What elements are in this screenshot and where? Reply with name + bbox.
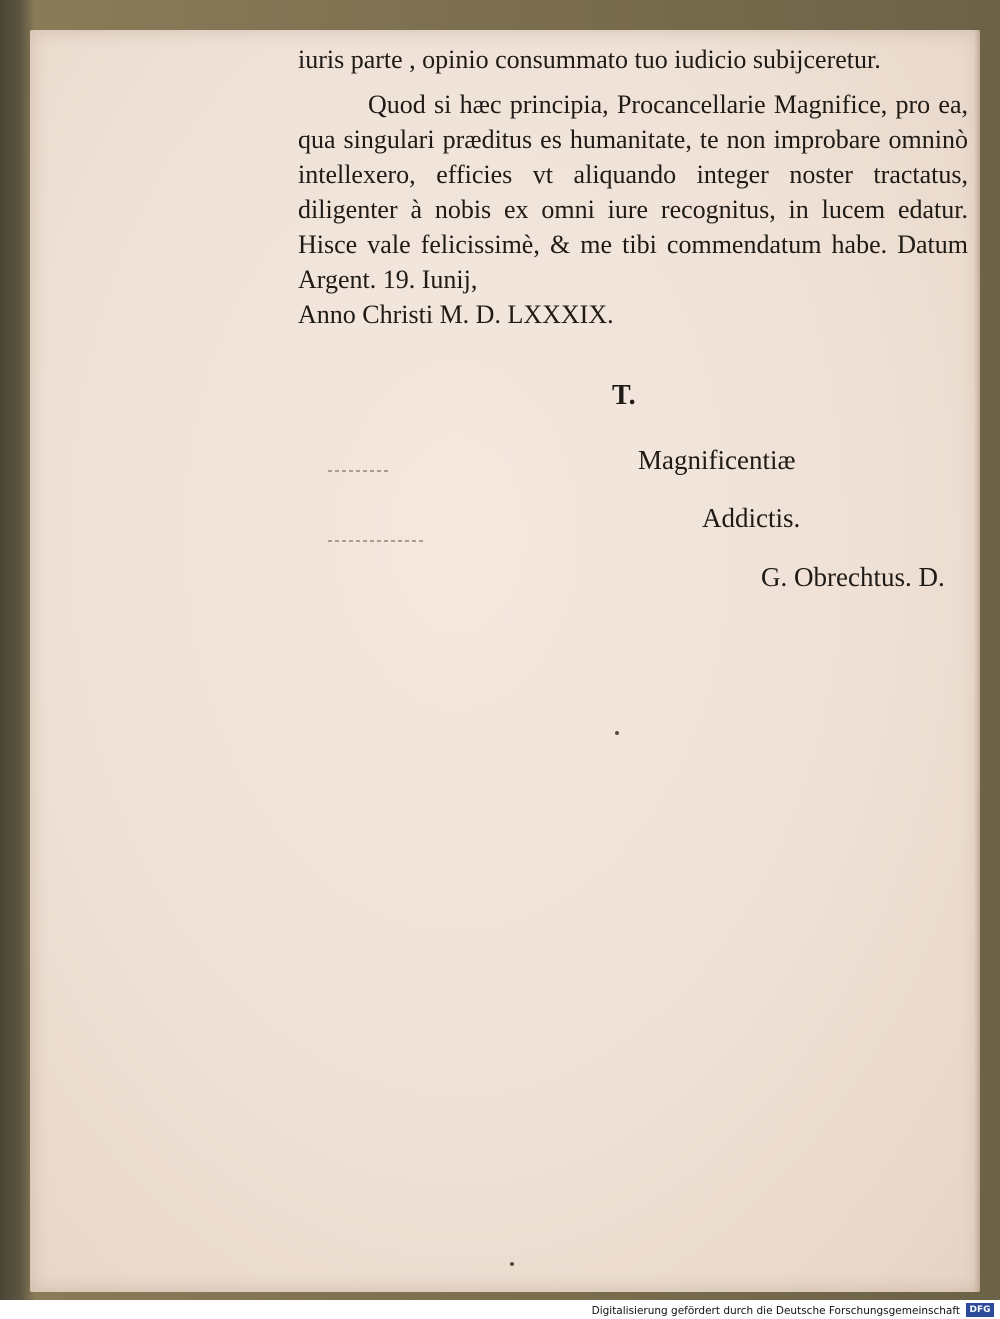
signature-salutation: Magnificentiæ: [638, 445, 796, 475]
ink-dot: [510, 1262, 514, 1266]
signature-name: G. Obrechtus. D.: [761, 562, 945, 592]
signature-initial: T.: [612, 380, 636, 411]
ink-smudge: [328, 470, 390, 472]
signature-devotion: Addictis.: [702, 503, 801, 533]
footer-bar: [0, 1300, 1000, 1319]
paragraph-closing-clause: iuris parte , opinio consummato tuo iudicio subijceretur.: [298, 45, 881, 74]
ink-smudge: [328, 540, 424, 542]
page-edge-shadow: [974, 30, 980, 1292]
letter-body: [298, 42, 968, 332]
date-line: Anno Christi M. D. LXXXIX.: [298, 300, 614, 329]
dfg-logo: DFG: [966, 1303, 994, 1317]
paragraph-closing-request: Quod si hæc principia, Procancellarie Magnifice, pro ea, qua singulari præditus es humanitate, te non improbare omninò intellexero, efficies vt aliquando integer noster tractatus, diligenter à nobis ex omni iure recognitus, in lucem edatur. Hisce vale felicissimè, & me tibi commendatum habe. Datum Argent. 19. Iunij,: [298, 90, 968, 294]
digitization-credit: Digitalisierung gefördert durch die Deutsche Forschungsgemeinschaft: [591, 1305, 960, 1317]
document-page: [30, 30, 980, 1292]
ink-dot: [615, 731, 619, 735]
